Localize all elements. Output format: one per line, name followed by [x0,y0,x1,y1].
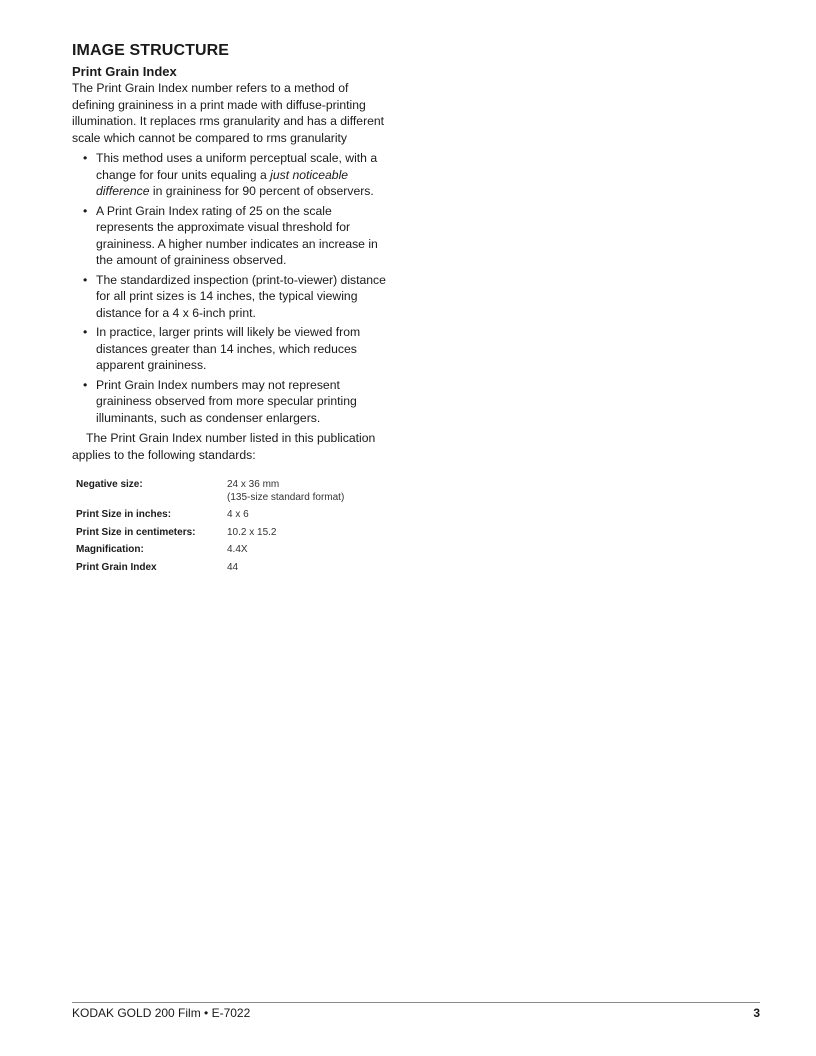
content-column [72,42,392,579]
page-footer [72,1002,760,1020]
spec-value: 4 x 6 [227,509,249,520]
bullet-icon: • [83,272,88,287]
spec-label: Print Grain Index [76,561,157,573]
specs-table [76,479,344,579]
list-item [72,377,392,427]
spec-value: 4.4X [227,544,248,555]
list-item [72,203,392,269]
bullet-text: Print Grain Index numbers may not represent graininess observed from more specular printing illuminants, such as condenser enlargers. [96,377,357,425]
bullet-emphasis: just noticeable difference [96,167,349,198]
bullet-list [72,150,392,426]
footer-title: KODAK GOLD 200 Film • E-7022 [72,1006,251,1020]
spec-value: 10.2 x 15.2 [227,526,277,538]
list-item [72,272,392,322]
table-row [76,509,344,527]
bullet-icon: • [83,203,88,218]
table-row [76,562,344,580]
spec-value-line: (135-size standard format) [227,491,345,503]
bullet-icon: • [83,151,88,165]
closing-paragraph: The Print Grain Index number listed in this publication applies to the following standards: [72,431,376,462]
bullet-text: A Print Grain Index rating of 25 on the scale represents the approximate visual threshold for graininess. A higher number indicates an increase in the amount of graininess observed. [96,203,378,267]
list-item [72,150,392,200]
spec-label: Print Size in centimeters: [76,526,196,538]
spec-label: Negative size: [76,479,143,490]
spec-label: Magnification: [76,544,144,555]
bullet-text: In practice, larger prints will likely be viewed from distances greater than 14 inches, which reduces apparent graininess. [96,325,361,372]
section-heading: IMAGE STRUCTURE [72,42,230,59]
intro-paragraph: The Print Grain Index number refers to a method of defining graininess in a print made with diffuse-printing illumination. It replaces rms granularity and has a different scale which cannot be compared to rms granularity [72,81,385,145]
bullet-text-before: This method uses a uniform perceptual scale, with a change for four units equaling a [96,151,378,182]
bullet-text-after: in graininess for 90 percent of observers. [149,184,374,198]
spec-value: 44 [227,561,239,573]
bullet-icon: • [83,377,88,392]
list-item [72,324,392,374]
sub-heading: Print Grain Index [72,64,177,79]
table-row [76,479,344,509]
bullet-text: The standardized inspection (print-to-viewer) distance for all print sizes is 14 inches, the typical viewing distance for a 4 x 6-inch print. [96,272,386,320]
page-number: 3 [753,1006,760,1020]
spec-value-line: 24 x 36 mm [227,479,280,490]
bullet-icon: • [83,325,88,339]
spec-value [227,479,344,509]
table-row [76,527,344,545]
table-row [76,544,344,562]
spec-label: Print Size in inches: [76,509,172,520]
